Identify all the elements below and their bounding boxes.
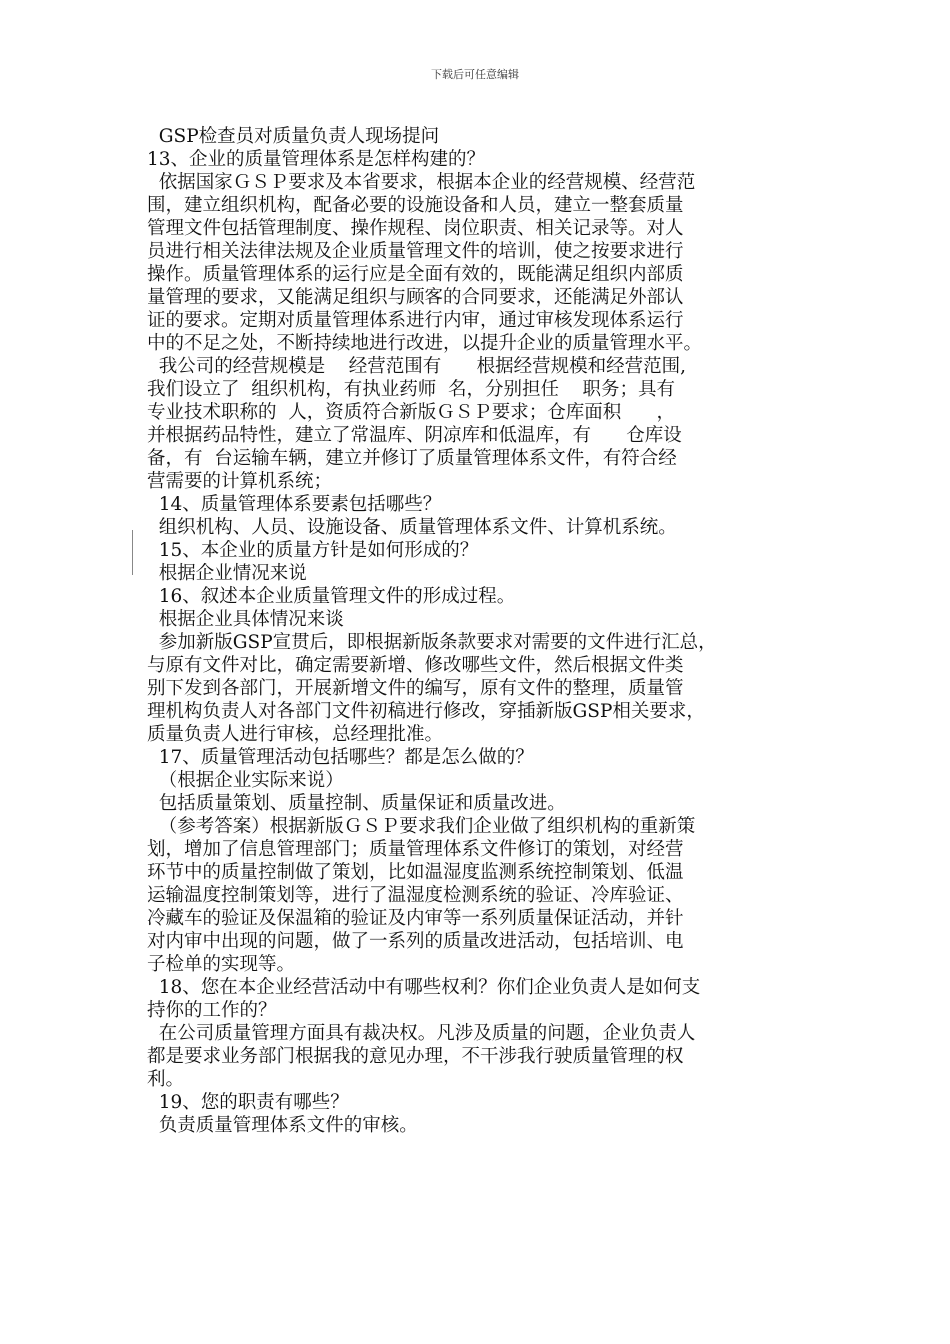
text-line: 负责质量管理体系文件的审核。	[147, 1115, 418, 1136]
text-line: 划，增加了信息管理部门；质量管理体系文件修订的策划，对经营	[147, 839, 684, 860]
text-line: 在公司质量管理方面具有裁决权。凡涉及质量的问题，企业负责人	[147, 1023, 696, 1044]
text-line: 别下发到各部门，开展新增文件的编写，原有文件的整理，质量管	[147, 678, 684, 699]
text-line: 包括质量策划、质量控制、质量保证和质量改进。	[147, 793, 566, 814]
text-line: 与原有文件对比，确定需要新增、修改哪些文件，然后根据文件类	[147, 655, 684, 676]
text-line: （根据企业实际来说）	[147, 770, 344, 791]
text-line: 我公司的经营规模是 经营范围有 根据经营规模和经营范围,	[147, 356, 686, 377]
document-body	[147, 125, 812, 1137]
text-line: 专业技术职称的 人，资质符合新版ＧＳＰ要求；仓库面积 ，	[147, 402, 676, 423]
text-line: 证的要求。定期对质量管理体系进行内审，通过审核发现体系运行	[147, 310, 684, 331]
text-line: 备，有 台运输车辆，建立并修订了质量管理体系文件，有符合经	[147, 448, 677, 469]
text-line: 营需要的计算机系统；	[147, 471, 333, 492]
text-line: 14、质量管理体系要素包括哪些？	[147, 494, 442, 515]
text-line: 员进行相关法律法规及企业质量管理文件的培训，使之按要求进行	[147, 241, 684, 262]
text-line: 我们设立了 组织机构，有执业药师 名，分别担任 职务；具有	[147, 379, 676, 400]
text-line: 15、本企业的质量方针是如何形成的？	[147, 540, 479, 561]
text-line: 环节中的质量控制做了策划，比如温湿度监测系统控制策划、低温	[147, 862, 684, 883]
text-line: 并根据药品特性，建立了常温库、阴凉库和低温库，有 仓库设	[147, 425, 682, 446]
text-line: 17、质量管理活动包括哪些？都是怎么做的？	[147, 747, 534, 768]
text-line: （参考答案）根据新版ＧＳＰ要求我们企业做了组织机构的重新策	[147, 816, 696, 837]
text-line: 对内审中出现的问题，做了一系列的质量改进活动，包括培训、电	[147, 931, 684, 952]
text-line: 理机构负责人对各部门文件初稿进行修改，穿插新版GSP相关要求，	[147, 701, 705, 722]
text-line: 组织机构、人员、设施设备、质量管理体系文件、计算机系统。	[147, 517, 677, 538]
text-line: 中的不足之处，不断持续地进行改进，以提升企业的质量管理水平。	[147, 333, 703, 354]
text-line: 根据企业具体情况来谈	[147, 609, 344, 630]
text-line: 子检单的实现等。	[147, 954, 296, 975]
text-line: 参加新版GSP宣贯后，即根据新版条款要求对需要的文件进行汇总，	[147, 632, 717, 653]
text-line: 都是要求业务部门根据我的意见办理，不干涉我行驶质量管理的权	[147, 1046, 684, 1067]
text-line: 围，建立组织机构，配备必要的设施设备和人员，建立一整套质量	[147, 195, 684, 216]
text-line: 18、您在本企业经营活动中有哪些权利？你们企业负责人是如何支	[147, 977, 701, 998]
text-line: 管理文件包括管理制度、操作规程、岗位职责、相关记录等。对人	[147, 218, 684, 239]
text-line: 运输温度控制策划等，进行了温湿度检测系统的验证、冷库验证、	[147, 885, 684, 906]
text-line: 根据企业情况来说	[147, 563, 307, 584]
text-line: 利。	[147, 1069, 185, 1090]
margin-change-bar	[132, 530, 133, 575]
text-line: 19、您的职责有哪些？	[147, 1092, 349, 1113]
page-header: 下载后可任意编辑	[431, 68, 519, 81]
text-line: 持你的工作的？	[147, 1000, 277, 1021]
text-line: 冷藏车的验证及保温箱的验证及内审等一系列质量保证活动，并针	[147, 908, 684, 929]
text-line: 量管理的要求，又能满足组织与顾客的合同要求，还能满足外部认	[147, 287, 684, 308]
text-line: 13、企业的质量管理体系是怎样构建的？	[147, 149, 486, 170]
text-line: GSP检查员对质量负责人现场提问	[147, 126, 440, 147]
text-line: 质量负责人进行审核，总经理批准。	[147, 724, 444, 745]
text-line: 操作。质量管理体系的运行应是全面有效的，既能满足组织内部质	[147, 264, 684, 285]
text-line: 依据国家ＧＳＰ要求及本省要求，根据本企业的经营规模、经营范	[147, 172, 696, 193]
text-line: 16、叙述本企业质量管理文件的形成过程。	[147, 586, 516, 607]
